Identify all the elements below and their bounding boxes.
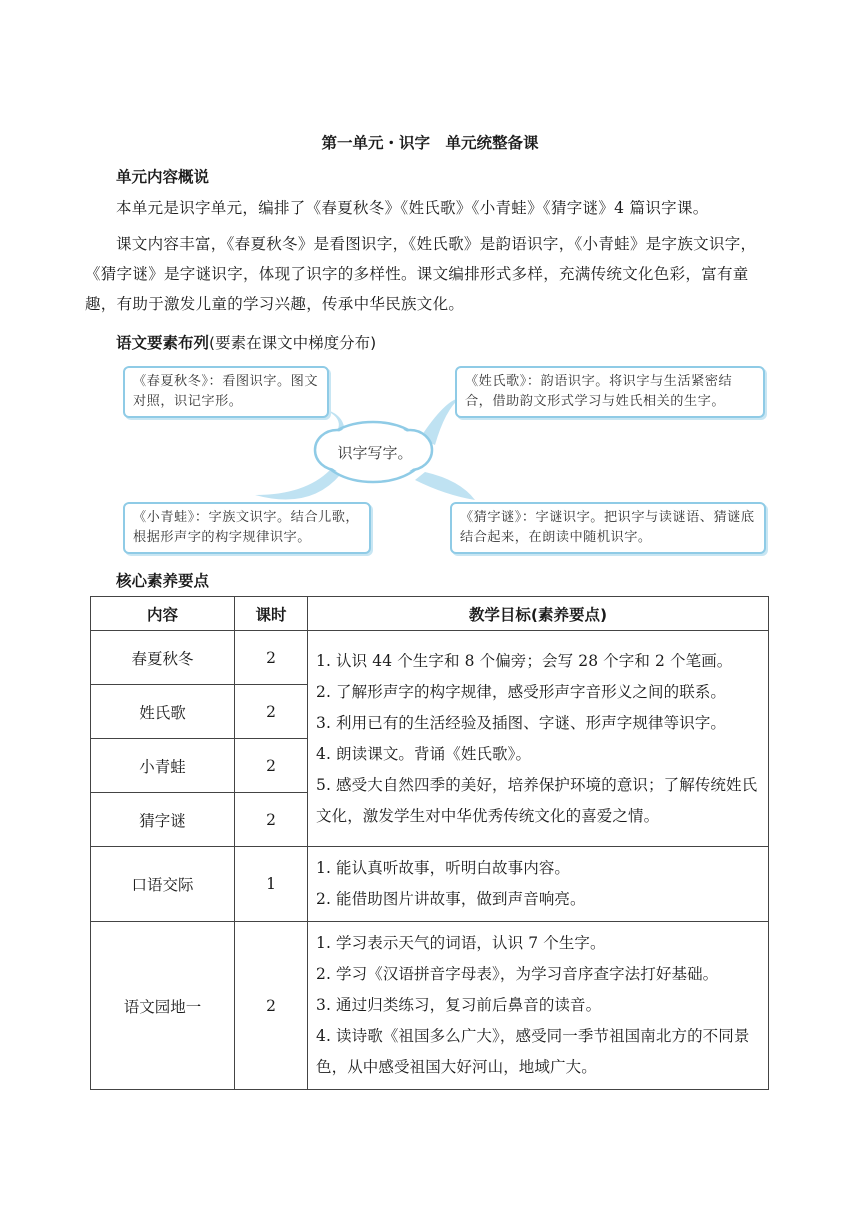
overview-heading: 单元内容概说 [116, 168, 210, 186]
goal-item: 2. 了解形声字的构字规律，感受形声字音形义之间的联系。 [316, 682, 727, 701]
box-xiao-qing-wa: 《小青蛙》：字族文识字。结合儿歌，根据形声字的构字规律识字。 [123, 502, 371, 554]
goal-item: 3. 通过归类练习，复习前后鼻音的读音。 [316, 996, 602, 1014]
row-content: 春夏秋冬 [91, 631, 235, 685]
overview-paragraph-1: 本单元是识字单元，编排了《春夏秋冬》《姓氏歌》《小青蛙》《猜字谜》4 篇识字课。 [116, 199, 709, 217]
row-content: 语文园地一 [91, 922, 235, 1090]
core-table [90, 596, 769, 1090]
goal-item: 2. 能借助图片讲故事，做到声音响亮。 [316, 890, 586, 908]
table-header-row [91, 597, 769, 631]
elements-heading-text: 语文要素布列 [116, 334, 210, 352]
center-cloud [320, 422, 430, 482]
goal-item: 1. 能认真听故事，听明白故事内容。 [316, 859, 571, 877]
goal-item: 3. 利用已有的生活经验及插图、字谜、形声字规律等识字。 [316, 713, 727, 732]
header-content: 内容 [91, 597, 235, 631]
goals-cell-oral [308, 847, 769, 922]
goal-item: 1. 认识 44 个生字和 8 个偏旁；会写 28 个字和 2 个笔画。 [316, 651, 733, 670]
header-goals: 教学目标(素养要点) [308, 597, 769, 631]
header-hours: 课时 [235, 597, 308, 631]
goal-item: 4. 朗读课文。背诵《姓氏歌》。 [316, 744, 532, 763]
goals-cell-garden [308, 922, 769, 1090]
row-hours: 2 [235, 739, 308, 793]
center-label: 识字写字。 [337, 443, 413, 462]
goal-item: 5. 感受大自然四季的美好，培养保护环境的意识；了解传统姓氏文化，激发学生对中华优秀传统文化的喜爱之情。 [316, 775, 758, 825]
page-title: 第一单元・识字 单元统整备课 [321, 134, 539, 152]
row-hours: 2 [235, 922, 308, 1090]
core-heading: 核心素养要点 [116, 572, 210, 590]
box-cai-zi-mi: 《猜字谜》：字谜识字。把识字与读谜语、猜谜底结合起来，在朗读中随机识字。 [450, 502, 766, 554]
goal-item: 4. 读诗歌《祖国多么广大》，感受同一季节祖国南北方的不同景色，从中感受祖国大好河山，地域广大。 [316, 1027, 750, 1076]
row-content: 口语交际 [91, 847, 235, 922]
goals-cell-group1 [308, 631, 769, 847]
row-hours: 1 [235, 847, 308, 922]
table-row [91, 631, 769, 685]
goal-item: 2. 学习《汉语拼音字母表》，为学习音序查字法打好基础。 [316, 965, 719, 983]
goal-item: 1. 学习表示天气的词语，认识 7 个生字。 [316, 934, 606, 952]
table-row [91, 922, 769, 1090]
box-xing-shi-ge: 《姓氏歌》：韵语识字。将识字与生活紧密结合，借助韵文形式学习与姓氏相关的生字。 [455, 366, 765, 418]
overview-paragraph-2: 课文内容丰富，《春夏秋冬》是看图识字，《姓氏歌》是韵语识字，《小青蛙》是字族文识字，《猜字谜》是字谜识字，体现了识字的多样性。课文编排形式多样，充满传统文化色彩，富有童趣，有助于激发儿童的学习兴趣，传承中华民族文化。 [85, 235, 757, 313]
row-hours: 2 [235, 793, 308, 847]
table-row [91, 847, 769, 922]
row-content: 猜字谜 [91, 793, 235, 847]
row-hours: 2 [235, 631, 308, 685]
row-content: 姓氏歌 [91, 685, 235, 739]
elements-heading-note: (要素在课文中梯度分布) [209, 334, 377, 352]
elements-heading [116, 331, 376, 353]
elements-diagram [115, 360, 775, 560]
row-content: 小青蛙 [91, 739, 235, 793]
box-chun-xia-qiu-dong: 《春夏秋冬》：看图识字。图文对照，识记字形。 [123, 366, 329, 418]
row-hours: 2 [235, 685, 308, 739]
